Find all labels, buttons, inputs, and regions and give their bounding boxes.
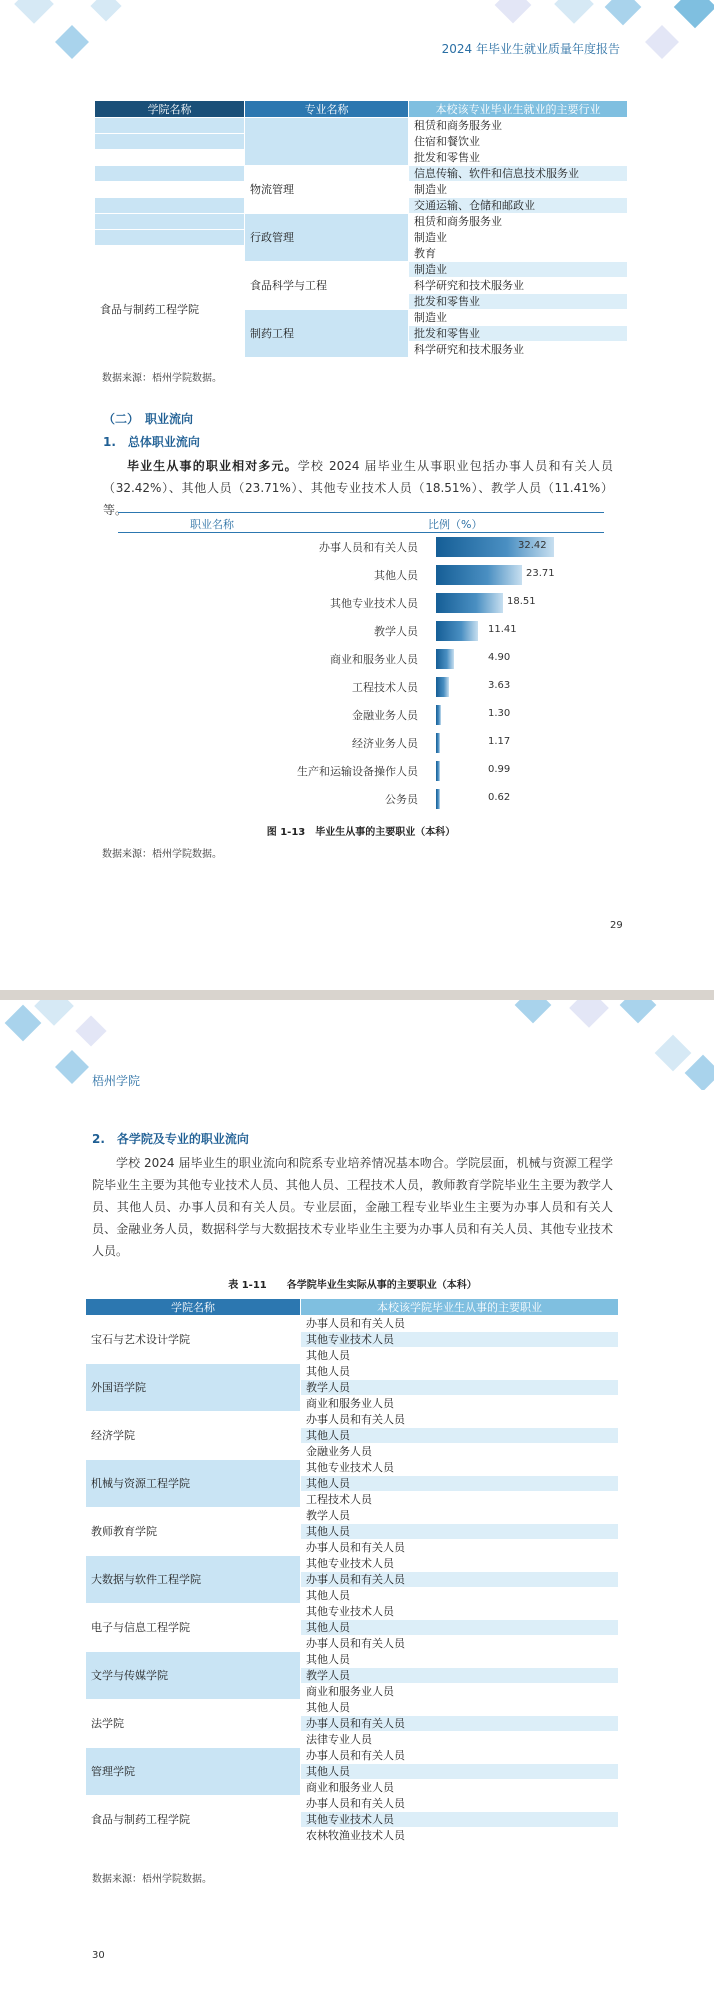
occupation-cell: 其他人员 xyxy=(301,1700,619,1716)
table-row xyxy=(95,166,628,182)
chart-row xyxy=(118,704,604,726)
chart-row xyxy=(118,732,604,754)
industry-cell: 制造业 xyxy=(409,262,628,278)
data-source-note: 数据来源：梧州学院数据。 xyxy=(102,373,222,384)
occupation-cell: 办事人员和有关人员 xyxy=(301,1748,619,1764)
college-cell xyxy=(95,118,245,134)
college-cell: 宝石与艺术设计学院 xyxy=(86,1316,301,1364)
figure-caption: 图 1-13 毕业生从事的主要职业（本科） xyxy=(266,827,456,838)
report-page-30 xyxy=(0,1000,714,2012)
chart-value-label: 1.17 xyxy=(488,736,511,747)
occupation-cell: 其他人员 xyxy=(301,1428,619,1444)
table-row xyxy=(86,1508,619,1524)
occupation-cell: 金融业务人员 xyxy=(301,1444,619,1460)
occupation-cell: 其他人员 xyxy=(301,1524,619,1540)
chart-row xyxy=(118,676,604,698)
major-cell: 物流管理 xyxy=(245,166,409,214)
industry-cell: 制造业 xyxy=(409,230,628,246)
college-paragraph: 学校 2024 届毕业生的职业流向和院系专业培养情况基本吻合。学院层面，机械与资源工程学院毕业生主要为其他专业技术人员、其他人员、工程技术人员，教师教育学院毕业生主要为教学人员、其他人员、办事人员和有关人员。专业层面，金融工程专业毕业生主要为办事人员和有关人员、金融业务人员，数据科学与大数据技术专业毕业生主要为办事人员和有关人员、其他专业技术人员。 xyxy=(92,1156,613,1258)
college-cell: 大数据与软件工程学院 xyxy=(86,1556,301,1604)
table-header-row xyxy=(86,1299,619,1316)
chart-bar xyxy=(436,761,440,781)
occupation-cell: 教学人员 xyxy=(301,1668,619,1684)
chart-row xyxy=(118,592,604,614)
college-cell xyxy=(95,230,245,246)
college-cell xyxy=(95,134,245,150)
industry-cell: 教育 xyxy=(409,246,628,262)
college-cell: 食品与制药工程学院 xyxy=(95,262,245,358)
column-header-college: 学院名称 xyxy=(95,101,245,118)
college-cell: 教师教育学院 xyxy=(86,1508,301,1556)
subsection-heading: 1. 总体职业流向 xyxy=(103,435,200,449)
occupation-cell: 商业和服务业人员 xyxy=(301,1684,619,1700)
occupation-cell: 其他人员 xyxy=(301,1348,619,1364)
chart-value-label: 3.63 xyxy=(488,680,511,691)
chart-category-label: 办事人员和有关人员 xyxy=(319,541,418,554)
college-cell: 电子与信息工程学院 xyxy=(86,1604,301,1652)
occupation-cell: 教学人员 xyxy=(301,1380,619,1396)
occupation-cell: 其他专业技术人员 xyxy=(301,1556,619,1572)
occupation-cell: 其他专业技术人员 xyxy=(301,1604,619,1620)
occupation-cell: 办事人员和有关人员 xyxy=(301,1636,619,1652)
college-cell: 经济学院 xyxy=(86,1412,301,1460)
table-row xyxy=(86,1556,619,1572)
table-row xyxy=(95,214,628,230)
occupation-cell: 其他专业技术人员 xyxy=(301,1332,619,1348)
chart-value-label: 0.99 xyxy=(488,764,511,775)
occupation-cell: 其他人员 xyxy=(301,1764,619,1780)
report-page-29 xyxy=(0,0,714,990)
major-industry-table xyxy=(94,100,628,358)
industry-cell: 租赁和商务服务业 xyxy=(409,214,628,230)
chart-category-label: 其他人员 xyxy=(374,569,418,582)
column-header-major: 专业名称 xyxy=(245,101,409,118)
chart-row xyxy=(118,620,604,642)
major-cell: 食品科学与工程 xyxy=(245,262,409,310)
industry-cell: 科学研究和技术服务业 xyxy=(409,278,628,294)
chart-value-label: 4.90 xyxy=(488,652,511,663)
occupation-cell: 其他人员 xyxy=(301,1652,619,1668)
occupation-cell: 其他专业技术人员 xyxy=(301,1812,619,1828)
table-row xyxy=(95,118,628,134)
college-cell: 管理学院 xyxy=(86,1748,301,1796)
industry-cell: 批发和零售业 xyxy=(409,326,628,342)
industry-cell: 科学研究和技术服务业 xyxy=(409,342,628,358)
section-heading: （二） 职业流向 xyxy=(103,412,194,426)
college-cell: 食品与制药工程学院 xyxy=(86,1796,301,1844)
chart-value-label: 18.51 xyxy=(507,596,536,607)
chart-header xyxy=(118,512,604,533)
college-cell: 外国语学院 xyxy=(86,1364,301,1412)
data-source-note: 数据来源：梧州学院数据。 xyxy=(102,849,222,860)
industry-cell: 制造业 xyxy=(409,182,628,198)
occupation-cell: 其他专业技术人员 xyxy=(301,1460,619,1476)
chart-bar xyxy=(436,789,440,809)
chart-bar xyxy=(436,733,440,753)
occupation-cell: 其他人员 xyxy=(301,1620,619,1636)
column-header-college: 学院名称 xyxy=(86,1299,301,1316)
report-header-school: 梧州学院 xyxy=(92,1074,141,1088)
table-row xyxy=(86,1364,619,1380)
paragraph-lead: 毕业生从事的职业相对多元。 xyxy=(127,459,298,473)
column-header-occupation: 本校该学院毕业生从事的主要职业 xyxy=(301,1299,619,1316)
chart-bar xyxy=(436,565,522,585)
college-cell: 机械与资源工程学院 xyxy=(86,1460,301,1508)
major-cell xyxy=(245,118,409,166)
occupation-cell: 商业和服务业人员 xyxy=(301,1396,619,1412)
college-cell xyxy=(95,246,245,262)
chart-bar xyxy=(436,705,441,725)
chart-value-label: 0.62 xyxy=(488,792,511,803)
chart-bar xyxy=(436,649,454,669)
college-cell xyxy=(95,214,245,230)
table-caption: 表 1-11 各学院毕业生实际从事的主要职业（本科） xyxy=(228,1280,477,1291)
report-header-title: 2024 年毕业生就业质量年度报告 xyxy=(441,42,620,56)
paragraph-body: 学校 2024 届毕业生从事职业包括办事人员和有关人员（32.42%）、其他人员（23.71%）、其他专业技术人员（18.51%）、教学人员（11.41%）等。 xyxy=(103,459,613,517)
occupation-cell: 其他人员 xyxy=(301,1364,619,1380)
occupation-cell: 商业和服务业人员 xyxy=(301,1780,619,1796)
table-row xyxy=(86,1316,619,1332)
chart-row xyxy=(118,564,604,586)
college-cell: 文学与传媒学院 xyxy=(86,1652,301,1700)
chart-value-label: 11.41 xyxy=(488,624,517,635)
occupation-cell: 其他人员 xyxy=(301,1476,619,1492)
occupation-cell: 工程技术人员 xyxy=(301,1492,619,1508)
page-number: 30 xyxy=(92,1950,105,1961)
chart-row xyxy=(118,788,604,810)
table-row xyxy=(86,1604,619,1620)
major-cell: 行政管理 xyxy=(245,214,409,262)
chart-row xyxy=(118,536,604,558)
occupation-cell: 法律专业人员 xyxy=(301,1732,619,1748)
occupation-cell: 其他人员 xyxy=(301,1588,619,1604)
industry-cell: 制造业 xyxy=(409,310,628,326)
chart-value-label: 1.30 xyxy=(488,708,511,719)
college-cell xyxy=(95,198,245,214)
table-row xyxy=(86,1652,619,1668)
chart-value-label: 23.71 xyxy=(526,568,555,579)
occupation-cell: 农林牧渔业技术人员 xyxy=(301,1828,619,1844)
industry-cell: 住宿和餐饮业 xyxy=(409,134,628,150)
college-cell: 法学院 xyxy=(86,1700,301,1748)
industry-cell: 信息传输、软件和信息技术服务业 xyxy=(409,166,628,182)
chart-row xyxy=(118,760,604,782)
subsection-heading: 2. 各学院及专业的职业流向 xyxy=(92,1132,249,1146)
chart-row xyxy=(118,648,604,670)
major-cell: 制药工程 xyxy=(245,310,409,358)
occupation-cell: 办事人员和有关人员 xyxy=(301,1796,619,1812)
chart-category-label: 教学人员 xyxy=(374,625,418,638)
data-source-note: 数据来源：梧州学院数据。 xyxy=(92,1874,212,1885)
chart-category-label: 公务员 xyxy=(385,793,418,806)
table-row xyxy=(86,1748,619,1764)
occupation-cell: 办事人员和有关人员 xyxy=(301,1572,619,1588)
industry-cell: 租赁和商务服务业 xyxy=(409,118,628,134)
college-cell xyxy=(95,150,245,166)
table-row xyxy=(86,1460,619,1476)
chart-category-label: 商业和服务业人员 xyxy=(330,653,418,666)
college-cell xyxy=(95,182,245,198)
chart-category-label: 经济业务人员 xyxy=(352,737,418,750)
chart-value-label: 32.42 xyxy=(518,540,547,551)
table-header-row xyxy=(95,101,628,118)
table-row xyxy=(86,1796,619,1812)
table-row xyxy=(95,262,628,278)
chart-category-label: 其他专业技术人员 xyxy=(330,597,418,610)
chart-header-ratio: 比例（%） xyxy=(428,518,483,531)
industry-cell: 批发和零售业 xyxy=(409,150,628,166)
occupation-cell: 办事人员和有关人员 xyxy=(301,1316,619,1332)
chart-header-name: 职业名称 xyxy=(190,518,234,531)
chart-bar xyxy=(436,593,503,613)
occupation-cell: 办事人员和有关人员 xyxy=(301,1540,619,1556)
page-number: 29 xyxy=(610,920,623,931)
chart-bar xyxy=(436,621,478,641)
chart-bar xyxy=(436,677,449,697)
industry-cell: 交通运输、仓储和邮政业 xyxy=(409,198,628,214)
table-row xyxy=(86,1412,619,1428)
industry-cell: 批发和零售业 xyxy=(409,294,628,310)
college-cell xyxy=(95,166,245,182)
occupation-cell: 办事人员和有关人员 xyxy=(301,1716,619,1732)
chart-category-label: 生产和运输设备操作人员 xyxy=(297,765,418,778)
chart-category-label: 金融业务人员 xyxy=(352,709,418,722)
occupation-cell: 办事人员和有关人员 xyxy=(301,1412,619,1428)
occupation-cell: 教学人员 xyxy=(301,1508,619,1524)
chart-category-label: 工程技术人员 xyxy=(352,681,418,694)
college-occupation-table xyxy=(85,1298,619,1844)
column-header-industry: 本校该专业毕业生就业的主要行业 xyxy=(409,101,628,118)
table-row xyxy=(86,1700,619,1716)
